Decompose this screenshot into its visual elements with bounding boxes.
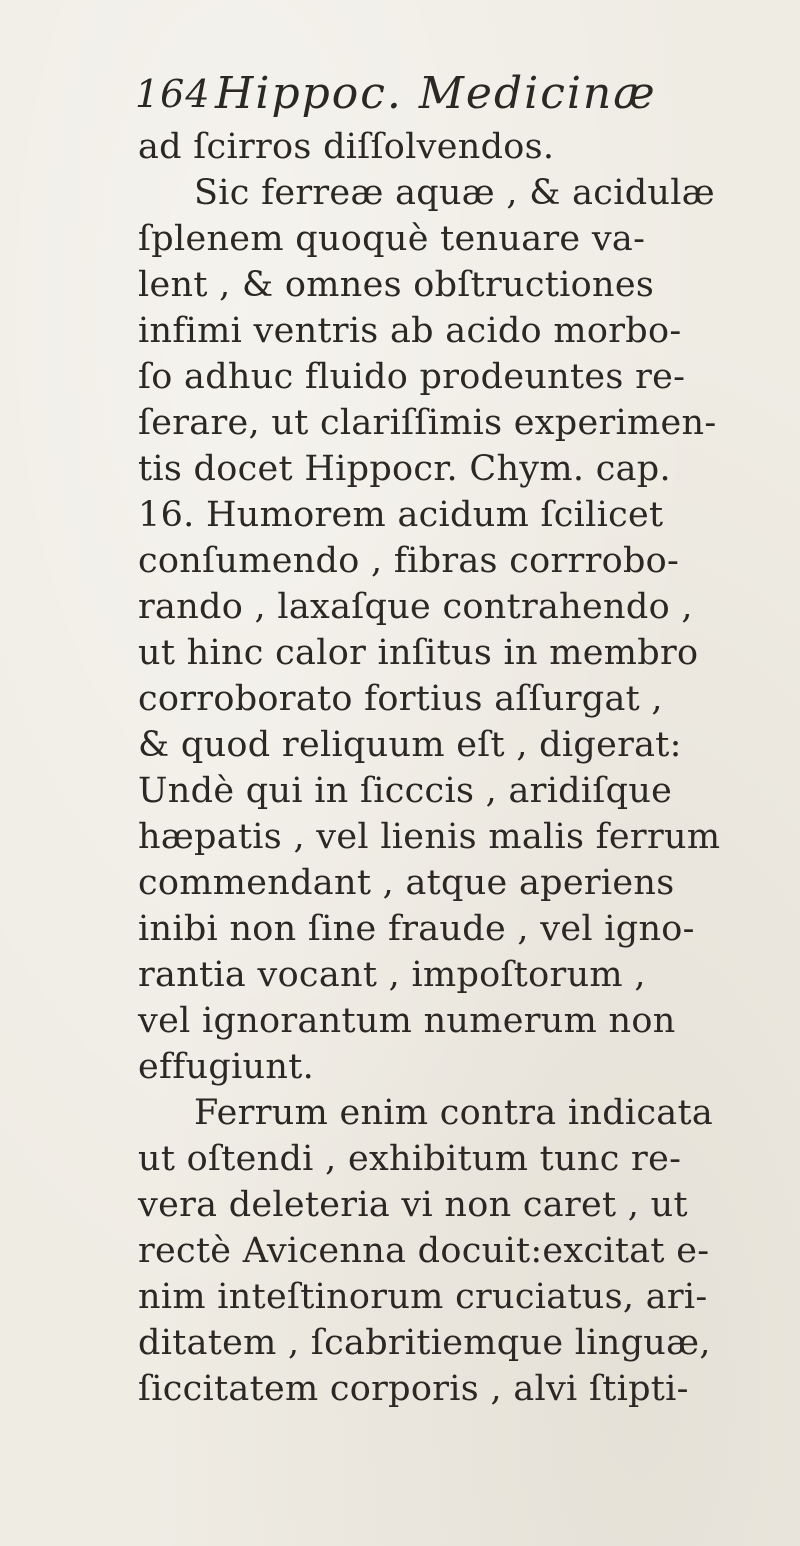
text-line: rantia vocant , impoſtorum , xyxy=(138,955,646,995)
text-line: vel ignorantum numerum non xyxy=(138,1001,676,1041)
page-header xyxy=(135,62,775,122)
text-line: Undè qui in ſicccis , aridiſque xyxy=(138,771,673,811)
text-line: corroborato fortius aſſurgat , xyxy=(138,679,663,719)
text-line: rectè Avicenna docuit:excitat e- xyxy=(138,1231,710,1271)
text-line: ſiccitatem corporis , alvi ſtipti- xyxy=(138,1369,689,1409)
body-text xyxy=(138,124,778,1412)
text-line: effugiunt. xyxy=(138,1047,315,1087)
text-line: ſo adhuc fluido prodeuntes re- xyxy=(138,357,686,397)
text-line: ditatem , ſcabritiemque linguæ, xyxy=(138,1323,711,1363)
text-line: rando , laxaſque contrahendo , xyxy=(138,587,693,627)
page-number: 164 xyxy=(135,72,211,116)
text-line: hæpatis , vel lienis malis ferrum xyxy=(138,817,721,857)
text-line: Sic ferreæ aquæ , & acidulæ xyxy=(194,173,715,213)
text-line: ut oſtendi , exhibitum tunc re- xyxy=(138,1139,682,1179)
text-line: Ferrum enim contra indicata xyxy=(194,1093,714,1133)
text-line: nim inteſtinorum cruciatus, ari- xyxy=(138,1277,708,1317)
text-line: vera deleteria vi non caret , ut xyxy=(138,1185,688,1225)
text-line: lent , & omnes obſtructiones xyxy=(138,265,655,305)
text-line: & quod reliquum eſt , digerat: xyxy=(138,725,682,765)
text-line: infimi ventris ab acido morbo- xyxy=(138,311,682,351)
text-line: ut hinc calor inſitus in membro xyxy=(138,633,699,673)
text-line: commendant , atque aperiens xyxy=(138,863,675,903)
text-line: ad ſcirros diſſolvendos. xyxy=(138,127,555,167)
text-line: ſerare, ut clariſſimis experimen- xyxy=(138,403,717,443)
text-line: tis docet Hippocr. Chym. cap. xyxy=(138,449,671,489)
text-line: inibi non ſine fraude , vel igno- xyxy=(138,909,695,949)
running-title: Hippoc. Medicinæ xyxy=(215,68,657,119)
text-line: 16. Humorem acidum ſcilicet xyxy=(138,495,664,535)
text-line: conſumendo , fibras corrrobo- xyxy=(138,541,680,581)
text-line: ſplenem quoquè tenuare va- xyxy=(138,219,646,259)
